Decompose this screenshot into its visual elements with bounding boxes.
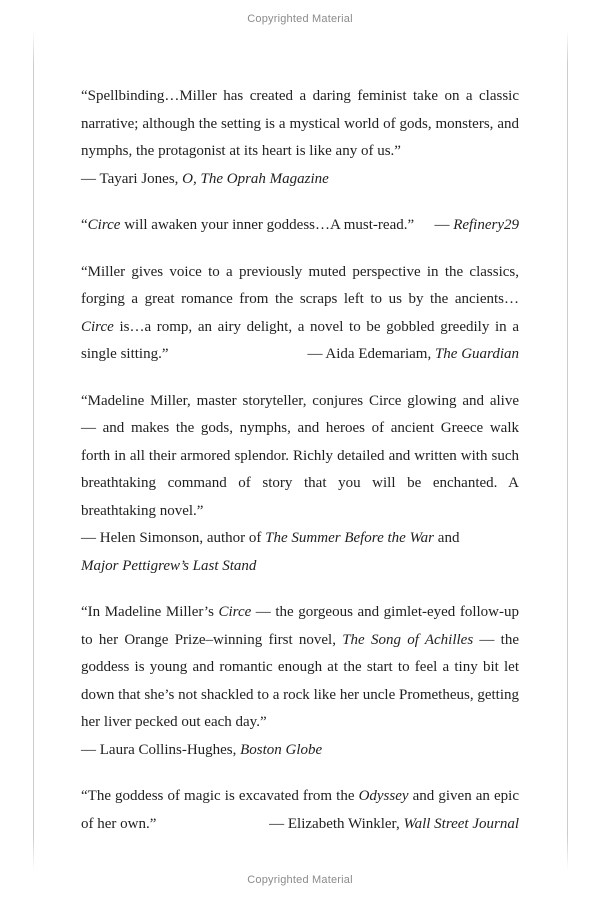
quote-attribution-line-1: — Helen Simonson, author of The Summer Before the War and <box>81 530 460 546</box>
quote-block-1 <box>81 83 519 193</box>
quote-attribution: — Aida Edemariam, The Guardian <box>307 346 519 362</box>
quote-block-6 <box>81 783 519 838</box>
copyright-notice-top: Copyrighted Material <box>247 13 353 25</box>
quote-body-text: “Circe will awaken your inner goddess…A must-read.” <box>81 217 415 233</box>
quote-text <box>81 259 519 369</box>
quote-attribution: — Laura Collins-Hughes, Boston Globe <box>81 741 323 758</box>
praise-quotes <box>81 83 519 838</box>
quote-body-text: “Miller gives voice to a previously muted perspective in the classics, forging a great romance from the scraps left to us by the ancients… Circe is…a romp, an airy delight, a novel to be gobbled greedily in a single sitting.” <box>81 263 519 362</box>
quote-attribution: — Tayari Jones, O, The Oprah Magazine <box>81 170 329 187</box>
quote-body-text: “The goddess of magic is excavated from the Odyssey and given an epic of her own.” <box>81 788 519 832</box>
quote-attribution-line-2: Major Pettigrew’s Last Stand <box>81 557 257 574</box>
quote-block-4 <box>81 388 519 581</box>
page-edge-left <box>33 30 34 870</box>
quote-attribution: — Elizabeth Winkler, Wall Street Journal <box>269 815 519 832</box>
quote-text: “In Madeline Miller’s Circe — the gorgeous and gimlet-eyed follow-up to her Orange Prize–winning first novel, The Song of Achilles — the goddess is young and romantic enough at the start to feel a tiny bit let down that she’s not shackled to a rock like her uncle Prometheus, getting her liver pecked out each day.” <box>81 604 520 730</box>
quote-text: “Spellbinding…Miller has created a daring feminist take on a classic narrative; although the setting is a mystical world of gods, monsters, and nymphs, the protagonist at its heart is like any of us.” <box>81 88 519 159</box>
quote-attribution: — Refinery29 <box>434 217 519 233</box>
quote-block-3 <box>81 259 519 369</box>
page-edge-right <box>567 30 568 870</box>
quote-text <box>81 783 519 838</box>
copyright-notice-bottom: Copyrighted Material <box>247 874 353 886</box>
quote-text <box>81 212 519 240</box>
quote-text: “Madeline Miller, master storyteller, conjures Circe glowing and alive — and makes the gods, nymphs, and heroes of ancient Greece walk forth in all their armored splendor. Richly detailed and written with such breathtaking command of story that you will be enchanted. A breathtaking novel.” <box>81 392 519 519</box>
quote-block-5 <box>81 599 519 764</box>
quote-block-2 <box>81 212 519 240</box>
